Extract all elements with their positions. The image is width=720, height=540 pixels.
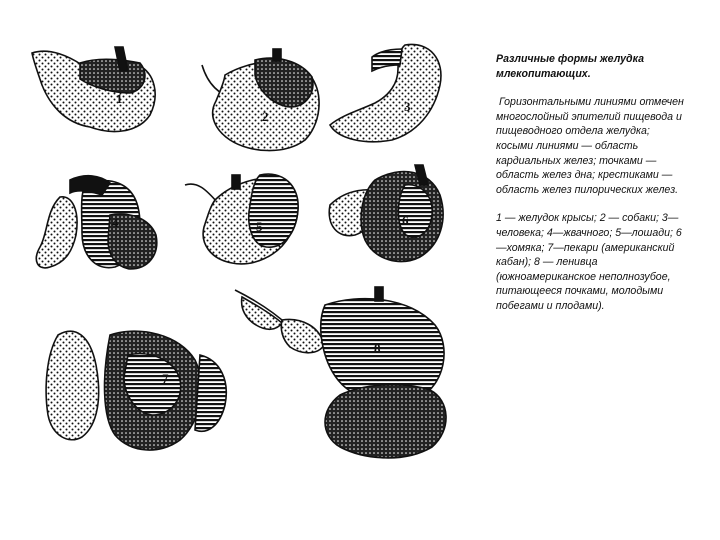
stomach-7-peccary (46, 331, 226, 450)
figure-label-7: 7 (162, 371, 169, 386)
stomach-1-rat (32, 47, 155, 131)
stomach-drawings (20, 35, 485, 470)
caption-title: Различные формы желудка млекопитающих. (496, 53, 644, 80)
stomach-forms-figure (20, 35, 485, 470)
figure-label-1: 1 (116, 91, 123, 106)
figure-label-6: 6 (402, 213, 409, 228)
stomach-4-ruminant (36, 176, 156, 269)
caption (496, 52, 686, 314)
figure-label-5: 5 (256, 219, 263, 234)
figure-label-8: 8 (374, 341, 381, 356)
stomach-2-dog (202, 49, 319, 151)
stomach-5-horse (185, 174, 298, 264)
stomach-8-sloth (235, 287, 446, 458)
figure-label-3: 3 (404, 99, 411, 114)
caption-legend: 1 — желудок крысы; 2 — собаки; 3—человека; 4—жвачного; 5—лошади; 6—хомяка; 7—пекари (американский кабан); 8 — ленивца (южноамериканское неполнозубое, питающееся почками, молодыми побегами и плодами). (496, 212, 682, 312)
stomach-6-hamster (329, 165, 443, 262)
figure-label-2: 2 (262, 109, 269, 124)
caption-description: Горизонтальными линиями отмечен многослойный эпителий пищевода и пищеводного отдела желудка; косыми линиями — область кардиальных желез; точками — область желез дна; крестиками — область желез пилорических желез. (496, 96, 684, 196)
stomach-3-human (330, 44, 441, 141)
figure-label-4: 4 (112, 215, 119, 230)
